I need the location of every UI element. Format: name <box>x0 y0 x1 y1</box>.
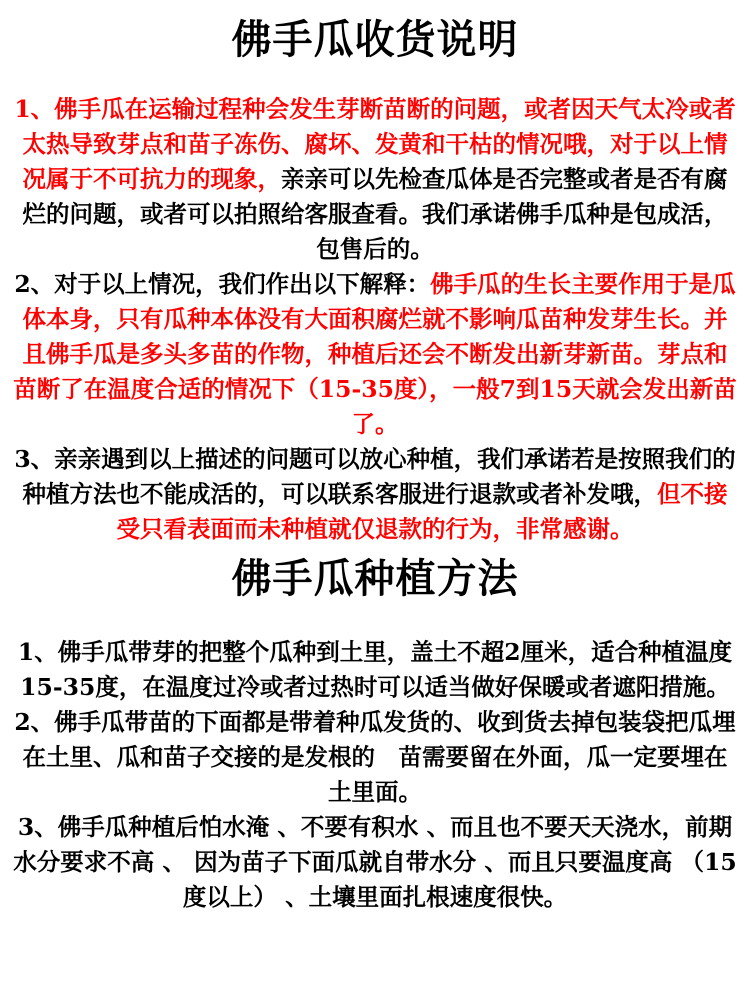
planting-paragraph-3: 3、佛手瓜种植后怕水淹 、不要有积水 、而且也不要天天浇水，前期水分要求不高 、 因为苗子下面瓜就自带水分 、而且只要温度高 （15度以上） 、土壤里面扎根速度很快。 <box>13 813 737 911</box>
planting-method-body <box>0 635 750 915</box>
planting-paragraph-1: 1、佛手瓜带芽的把整个瓜种到土里，盖土不超2厘米，适合种植温度15-35度，在温度过冷或者过热时可以适当做好保暖或者遮阳措施。 <box>17 638 733 701</box>
receipt-paragraph-3-promise: 3、亲亲遇到以上描述的问题可以放心种植，我们承诺若是按照我们的种植方法也不能成活的，可以联系客服进行退款或者补发哦， <box>14 445 736 508</box>
receipt-paragraph-1 <box>12 92 738 267</box>
receipt-instructions-title: 佛手瓜收货说明 <box>231 16 519 63</box>
receipt-paragraph-2-explanation: 佛手瓜的生长主要作用于是瓜体本身，只有瓜种本体没有大面积腐烂就不影响瓜苗种发芽生长。并且佛手瓜是多头多苗的作物，种植后还会不断发出新芽新苗。芽点和苗断了在温度合适的情况下（15-35度），一般7到15天就会发出新苗了。 <box>13 270 737 438</box>
receipt-paragraph-2-intro: 2、对于以上情况，我们作出以下解释： <box>14 270 431 298</box>
planting-method-title: 佛手瓜种植方法 <box>231 555 519 602</box>
receipt-paragraph-2 <box>12 267 738 442</box>
receipt-paragraph-1-warning: 1、佛手瓜在运输过程种会发生芽断苗断的问题，或者因天气太冷或者太热导致芽点和苗子冻伤、腐坏、发黄和干枯的情况哦，对于以上情况属于不可抗力的现象， <box>14 95 736 193</box>
receipt-paragraph-3 <box>12 442 738 547</box>
receipt-instructions-body <box>0 92 750 547</box>
planting-paragraph-2: 2、佛手瓜带苗的下面都是带着种瓜发货的、收到货去掉包装袋把瓜埋在土里、瓜和苗子交接的是发根的 苗需要留在外面，瓜一定要埋在土里面。 <box>14 708 736 806</box>
receipt-paragraph-3-warning: 但不接受只看表面而未种植就仅退款的行为，非常感谢。 <box>116 480 728 543</box>
receipt-paragraph-1-note: 亲亲可以先检查瓜体是否完整或者是否有腐烂的问题，或者可以拍照给客服查看。我们承诺佛手瓜种是包成活，包售后的。 <box>22 165 728 263</box>
